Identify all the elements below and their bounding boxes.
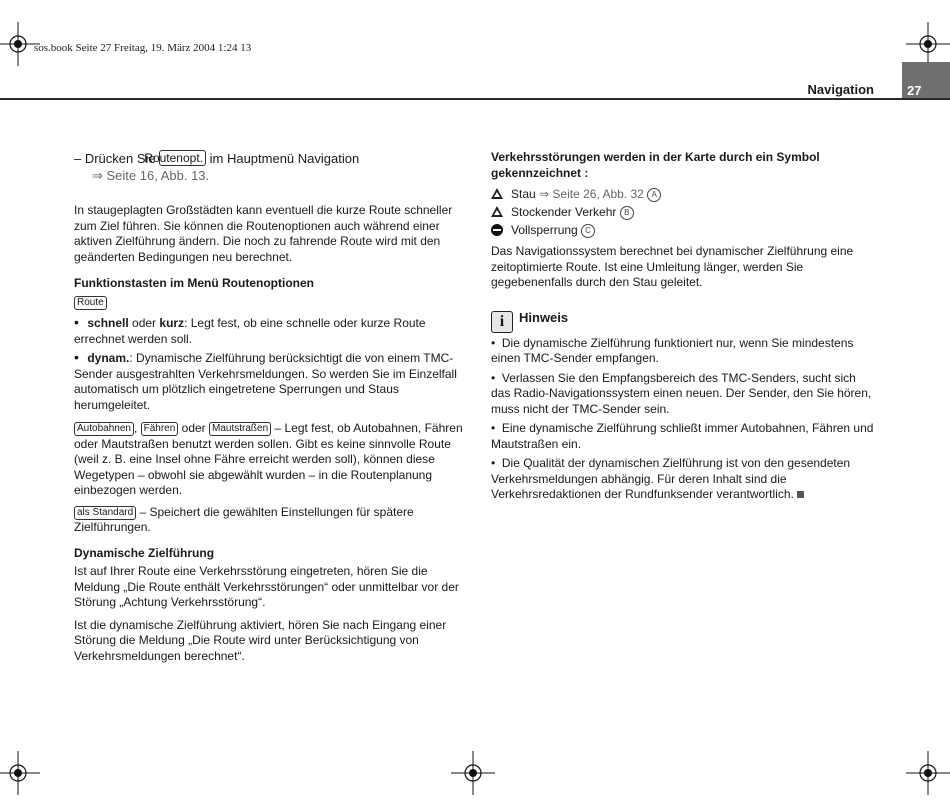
end-marker-icon [797, 491, 804, 498]
note-item: • Eine dynamische Zielführung schließt immer Autobahnen, Fähren und Mautstraßen ein. [491, 421, 874, 451]
mautstrassen-key: Mautstraßen [209, 422, 271, 436]
instruction-step: – Drücken Sie Routenopt. im Hauptmenü Navigation ⇒ Seite 16, Abb. 13. [74, 151, 360, 183]
running-head: Navigation [807, 82, 874, 97]
marker-b: B [620, 206, 634, 220]
warning-triangle-icon [491, 206, 503, 217]
note-item: • Die Qualität der dynamischen Zielführung ist von den gesendeten Verkehrsmeldungen abhängig. Für deren Inhalt sind die Verkehrsredaktionen der Rundfunksender verantwortlich. [491, 456, 851, 501]
symbol-heading: Verkehrsstörungen werden in der Karte durch ein Symbol gekennzeichnet : [491, 150, 820, 180]
route-key: Route [74, 296, 107, 310]
page-reference: ⇒ Seite 26, Abb. 32 [539, 187, 644, 201]
page-number: 27 [907, 83, 922, 98]
registration-mark-icon [906, 751, 950, 795]
header-rule [0, 98, 950, 100]
print-info-line: sos.book Seite 27 Freitag, 19. März 2004 1:24 13 [34, 42, 252, 54]
info-icon: i [491, 311, 513, 333]
page-number-box [902, 62, 950, 100]
marker-c: C [581, 224, 595, 238]
faehren-key: Fähren [141, 422, 179, 436]
symbol-item-stockend: Stockender Verkehr B [491, 203, 876, 221]
left-column [74, 150, 464, 664]
intro-paragraph: In staugeplagten Großstädten kann eventuell die kurze Route schneller zum Ziel führen. Sie können die Routenoptionen auch während einer aktiven Zielführung ändern. Die noch zu fahrende Route wird mit den geänderten Bedingungen neu berechnet. [74, 203, 453, 264]
list-item: • schnell oder kurz: Legt fest, ob eine schnelle oder kurze Route errechnet werden soll. [74, 316, 464, 347]
dynamic-paragraph: Ist auf Ihrer Route eine Verkehrsstörung eingetreten, hören Sie die Meldung „Die Route enthält Verkehrsstörungen“ oder unmittelbar vor der Störung „Achtung Verkehrsstörung“. [74, 564, 459, 609]
right-column [491, 150, 876, 503]
road-type-paragraph: Autobahnen , Fähren oder Mautstraßen – Legt fest, ob Autobahnen, Fähren oder Mautstraßen benutzt werden sollen. Gibt es keine sinnvolle Route (weil z. B. eine Insel ohne Fähre erreicht werden soll), können diese Wegetypen – obwohl sie abgewählt wurden – in die Routenplanung einbezogen werden. [74, 421, 463, 497]
symbol-item-vollsperrung: Vollsperrung C [491, 221, 876, 239]
dynamic-paragraph: Ist die dynamische Zielführung aktiviert, hören Sie nach Eingang einer Störung die Meldung „Die Route wird unter Berücksichtigung von Verkehrsmeldungen berechnet“. [74, 617, 447, 663]
registration-mark-icon [0, 751, 40, 795]
route-key-line [74, 295, 464, 311]
section-heading: Funktionstasten im Menü Routenoptionen [74, 276, 314, 290]
hinweis-heading: i Hinweis [491, 310, 876, 333]
symbol-item-stau: Stau ⇒ Seite 26, Abb. 32 A [491, 185, 876, 203]
section-heading: Dynamische Zielführung [74, 545, 215, 560]
standard-paragraph: als Standard – Speichert die gewählten Einstellungen für spätere Zielführungen. [74, 504, 414, 534]
registration-mark-icon [906, 22, 950, 66]
registration-mark-icon [451, 751, 495, 795]
routenopt-key: Routenopt. [159, 150, 206, 166]
note-item: • Verlassen Sie den Empfangsbereich des TMC-Senders, sucht sich das Radio-Navigationssystem einen neuen. Der Sender, den Sie hören, muss nicht der TMC-Sender sein. [491, 370, 872, 416]
als-standard-key: als Standard [74, 506, 136, 520]
marker-a: A [647, 188, 661, 202]
note-item: • Die dynamische Zielführung funktioniert nur, wenn Sie mindestens einen TMC-Sender empfangen. [491, 335, 854, 365]
no-entry-icon [491, 224, 503, 236]
autobahnen-key: Autobahnen [74, 422, 134, 436]
page-reference: ⇒ Seite 16, Abb. 13. [92, 168, 210, 183]
navigation-paragraph: Das Navigationssystem berechnet bei dynamischer Zielführung eine zeitoptimierte Route. Ist eine Umleitung länger, werden Sie gegebenenfalls durch den Stau geleitet. [491, 244, 854, 289]
warning-triangle-icon [491, 188, 503, 199]
list-item: • dynam.: Dynamische Zielführung berücksichtigt die von einem TMC-Sender ausgestrahlten Verkehrsmeldungen. So werden Sie im Einzelfall automatisch um plötzlich eingetretene Sperrungen und Staus herumgeleitet. [74, 351, 464, 413]
